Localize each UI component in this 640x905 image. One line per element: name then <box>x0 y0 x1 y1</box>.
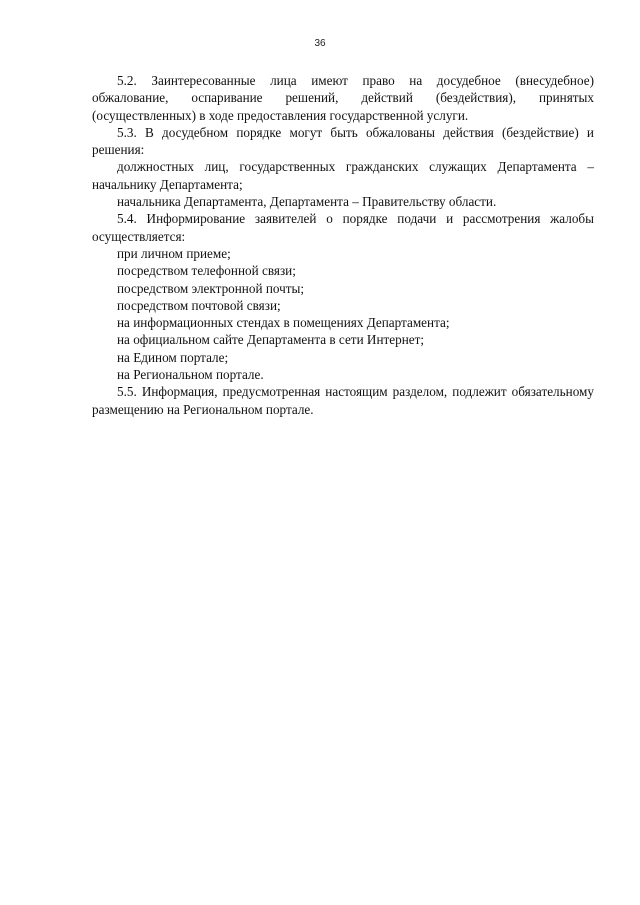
list-item-unified-portal: на Едином портале; <box>117 349 229 365</box>
list-item-postal: посредством почтовой связи; <box>117 297 281 313</box>
paragraph-5-3-item-head: начальника Департамента, Департамента – Правительству области. <box>117 194 497 210</box>
paragraph-5-4: 5.4. Информирование заявителей о порядке подачи и рассмотрения жалобы осуществляется: <box>92 211 594 244</box>
paragraph-5-5: 5.5. Информация, предусмотренная настоящим разделом, подлежит обязательному размещению на Региональном портале. <box>92 384 594 417</box>
list-item-regional-portal: на Региональном портале. <box>117 367 264 383</box>
page-number: 36 <box>314 38 326 49</box>
list-item-telephone: посредством телефонной связи; <box>117 263 296 279</box>
section-5-body <box>92 72 594 418</box>
paragraph-5-2: 5.2. Заинтересованные лица имеют право на досудебное (внесудебное) обжалование, оспаривание решений, действий (бездействия), принятых (осуществленных) в ходе предоставления государственной услуги. <box>92 73 594 123</box>
list-item-personal-reception: при личном приеме; <box>117 245 231 261</box>
paragraph-5-3-item-officials: должностных лиц, государственных гражданских служащих Департамента – начальнику Департамента; <box>92 159 594 192</box>
list-item-official-site: на официальном сайте Департамента в сети Интернет; <box>117 332 425 348</box>
list-item-info-stands: на информационных стендах в помещениях Департамента; <box>117 315 450 331</box>
paragraph-5-3: 5.3. В досудебном порядке могут быть обжалованы действия (бездействие) и решения: <box>92 124 594 158</box>
list-item-email: посредством электронной почты; <box>117 280 305 296</box>
